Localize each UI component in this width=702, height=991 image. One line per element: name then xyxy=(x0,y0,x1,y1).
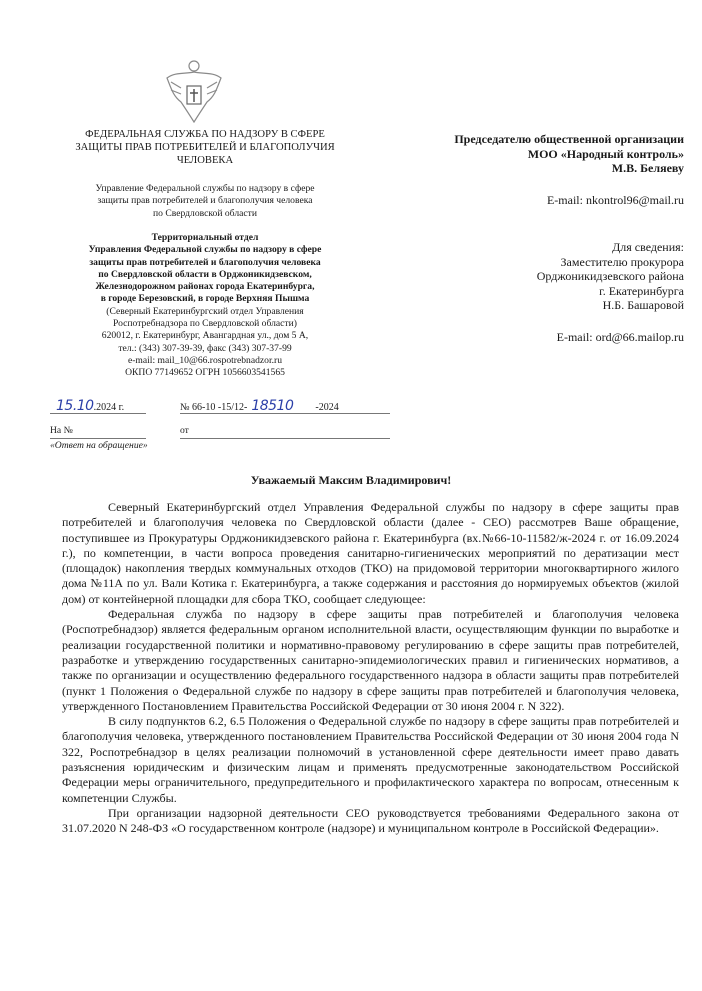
handwritten-date: 15.10 xyxy=(56,398,94,414)
body-paragraph: Северный Екатеринбургский отдел Управления Федеральной службы по надзору в сфере защиты прав потребителей и благополучия человека по Свердловской области (далее - СЕО) рассмотрев Ваше обращение, поступившее из Прокуратуры Орджоникидзевского района г. Екатеринбурга (вх.№66-10-11582/ж-2024 г. от 16.09.2024 г.), по компетенции, в части вопроса проведения санитарно-гигиенических мероприятий по дератизации мест (площадок) накопления твердых коммунальных отходов (ТКО) на придомовой территории многоквартирного жилого дома №11А по ул. Вали Котика г. Екатеринбурга, а также содержания и расстояния до нормируемых объектов (жилой дом) от контейнерной площадки для сбора ТКО, сообщает следующее: xyxy=(62,500,679,606)
reference-from-label: от xyxy=(180,425,390,439)
cc-line: Заместителю прокурора xyxy=(560,254,684,269)
letter-body xyxy=(62,500,679,837)
directorate-name xyxy=(55,183,355,220)
registration-number xyxy=(180,398,390,414)
copy-recipient-email: E-mail: ord@66.mailop.ru xyxy=(556,330,684,344)
eagle-emblem-icon xyxy=(163,58,225,126)
directorate-line: Управление Федеральной службы по надзору в сфере xyxy=(95,183,315,194)
directorate-line: защиты прав потребителей и благополучия человека xyxy=(97,195,313,207)
addressee-line: МОО «Народный контроль» xyxy=(527,146,684,161)
registration-date xyxy=(50,398,146,414)
agency-line: ЧЕЛОВЕКА xyxy=(176,155,234,166)
date-suffix: .2024 г. xyxy=(93,402,125,413)
body-paragraph: В силу подпунктов 6.2, 6.5 Положения о Федеральной службе по надзору в сфере защиты прав потребителей и благополучия человека, утвержденного постановлением Правительства Российской Федерации от 30 июня 2004 года N 322, Роспотребнадзор в целях реализации полномочий в установленной сфере деятельности имеет право давать разъяснения юридическим и физическим лицам и применять предусмотренные законодательством Российской Федерации меры ограничительного, предупредительного и профилактического характера по вопросам, отнесенным к компетенции Службы. xyxy=(62,714,679,805)
number-suffix: -2024 xyxy=(315,402,339,413)
email-line: e-mail: mail_10@66.rospotrebnadzor.ru xyxy=(127,354,283,366)
territorial-title-line: Территориальный отдел xyxy=(151,232,259,243)
handwritten-number: 18510 xyxy=(251,398,294,414)
addressee-email: E-mail: nkontrol96@mail.ru xyxy=(546,193,684,207)
agency-name xyxy=(55,128,355,167)
address-line: 620012, г. Екатеринбург, Авангардная ул., дом 5 А, xyxy=(101,330,309,342)
territorial-title-line: Железнодорожном районах города Екатеринбурга, xyxy=(95,281,315,293)
territorial-info-line: (Северный Екатеринбургский отдел Управления xyxy=(106,305,304,317)
territorial-department xyxy=(55,232,355,380)
territorial-title-line: в городе Березовский, в городе Верхняя Пышма xyxy=(100,293,310,305)
territorial-title-line: защиты прав потребителей и благополучия человека xyxy=(89,256,321,268)
addressee-line: Председателю общественной организации xyxy=(454,132,684,146)
reference-row xyxy=(50,425,345,439)
registration-row xyxy=(50,398,345,414)
reference-number-label: На № xyxy=(50,425,146,439)
addressee xyxy=(454,132,684,176)
cc-line: г. Екатеринбурга xyxy=(599,283,684,298)
subject-line: «Ответ на обращение» xyxy=(50,440,148,451)
registry-codes-line: ОКПО 77149652 ОГРН 1056603541565 xyxy=(125,367,285,379)
cc-line: Н.Б. Башаровой xyxy=(602,298,684,312)
agency-line: ФЕДЕРАЛЬНАЯ СЛУЖБА ПО НАДЗОРУ В СФЕРЕ xyxy=(85,129,325,140)
territorial-title-line: Управления Федеральной службы по надзору в сфере xyxy=(88,244,322,256)
agency-line: ЗАЩИТЫ ПРАВ ПОТРЕБИТЕЛЕЙ И БЛАГОПОЛУЧИЯ xyxy=(75,142,335,153)
cc-line: Для сведения: xyxy=(612,240,684,254)
number-prefix: № 66-10 -15/12- xyxy=(180,402,248,413)
body-paragraph: При организации надзорной деятельности СЕО руководствуется требованиями Федерального закона от 31.07.2020 N 248-ФЗ «О государственном контроле (надзоре) и муниципальном контроле в Российской Федерации». xyxy=(62,805,679,836)
copy-recipient xyxy=(537,240,684,313)
phone-line: тел.: (343) 307-39-39, факс (343) 307-37-99 xyxy=(118,342,292,354)
body-paragraph: Федеральная служба по надзору в сфере защиты прав потребителей и благополучия человека (Роспотребнадзор) является федеральным органом исполнительной власти, осуществляющим функции по выработке и реализации государственной политики и нормативно-правовому регулированию в сфере защиты прав потребителей, разработке и утверждению государственных санитарно-эпидемиологических правил и гигиенических нормативов, а также по организации и осуществлению федерального государственного надзора в области защиты прав потребителей (пункт 1 Положения о Федеральной службе по надзору в сфере защиты прав потребителей и благополучия человека, утвержденного Постановлением Правительства Российской Федерации от 30 июня 2004 г. N 322). xyxy=(62,607,679,713)
territorial-info-line: Роспотребнадзора по Свердловской области) xyxy=(113,318,297,330)
greeting: Уважаемый Максим Владимирович! xyxy=(250,473,452,487)
addressee-line: М.В. Беляеву xyxy=(611,161,684,176)
cc-line: Орджоникидзевского района xyxy=(536,269,684,283)
directorate-line: по Свердловской области xyxy=(153,207,257,219)
territorial-title-line: по Свердловской области в Орджоникидзевском, xyxy=(98,268,312,280)
